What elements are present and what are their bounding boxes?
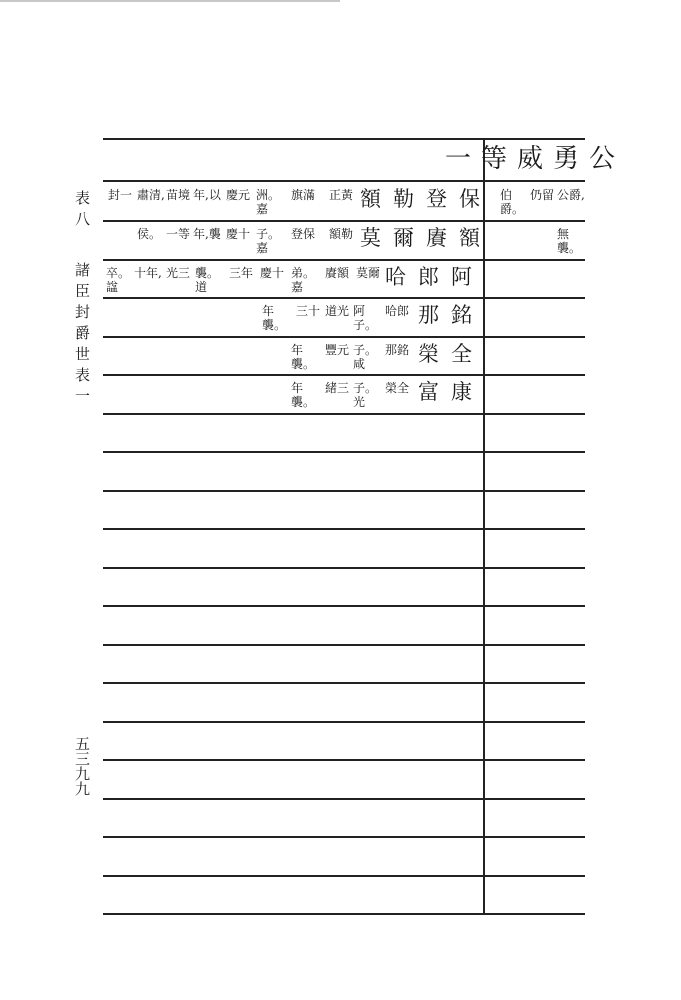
header-rule [103,180,585,182]
holder-name-2: 莫爾賡額 [360,226,492,250]
note-r2-c4: 慶十 [226,227,251,241]
note-r1-c8: 封一 [108,188,133,202]
note-r2-c1: 額勒 [329,227,354,241]
note-r1-c7: 肅清, [137,188,165,202]
row-rule [103,836,585,838]
note-r3-c8: 十年, [134,266,162,280]
note-r1-c1: 正黃 [329,188,354,202]
note-r2-c6: 一等 [166,227,191,241]
row-rule [103,644,585,646]
note-r5-c1: 那銘 [385,343,410,357]
chapter-title: 諸臣封爵世表一 [73,262,91,409]
note-r6-c1: 榮全 [385,381,410,395]
page-number: 五三九九 [73,736,91,796]
holder-name-3: 哈郎阿 [385,265,484,289]
note-r5-c4: 年襲。 [291,343,316,371]
row-rule [103,451,585,453]
note-r4-c4: 三十 [296,304,321,318]
table-bottom-rule [103,913,585,915]
note-r3-c1: 莫爾 [356,266,381,280]
row-rule [103,220,585,222]
note-r3-c5: 三年 [229,266,254,280]
note-r6-c2: 子。光 [353,381,378,409]
row-rule [103,259,585,261]
holder-name-1: 額勒登保 [360,187,492,211]
noble-title: 一等威勇公 [445,144,626,174]
side-note-2: 仍留 [530,188,555,202]
note-r2-c3: 子。嘉 [256,227,281,255]
column-divider [483,138,485,915]
note-r2-c5: 年,襲 [193,227,221,241]
note-r1-c4: 慶元 [226,188,251,202]
row-rule [103,605,585,607]
row-rule [103,721,585,723]
side-note-1b: 無襲。 [557,227,582,255]
note-r5-c2: 子。咸 [353,343,378,371]
note-r1-c3: 洲。嘉 [256,188,281,216]
note-r1-c5: 年,以 [193,188,221,202]
table-top-rule [103,138,585,140]
row-rule [103,567,585,569]
row-rule [103,374,585,376]
note-r3-c7: 光三 [166,266,191,280]
note-r3-c9: 卒。諡 [106,266,131,294]
note-r4-c3: 道光 [325,304,350,318]
note-r3-c2: 賡額 [325,266,350,280]
note-r2-c2: 登保 [291,227,316,241]
side-note-3: 伯爵。 [500,188,525,216]
note-r2-c7: 侯。 [137,227,162,241]
note-r3-c4: 慶十 [260,266,285,280]
row-rule [103,336,585,338]
note-r6-c3: 緒三 [325,381,350,395]
table-label: 表八 [73,190,91,232]
note-r1-c6: 苗境 [166,188,191,202]
holder-name-6: 富康 [418,380,484,404]
row-rule [103,490,585,492]
note-r5-c3: 豐元 [325,343,350,357]
holder-name-4: 那銘 [418,303,484,327]
scan-artifact-line [0,0,340,2]
row-rule [103,528,585,530]
row-rule [103,875,585,877]
row-rule [103,759,585,761]
note-r3-c3: 弟。嘉 [291,266,316,294]
note-r1-c2: 旗滿 [291,188,316,202]
side-note-1: 公爵, [557,188,585,202]
note-r3-c6: 襲。道 [195,266,220,294]
note-r6-c4: 年襲。 [291,381,316,409]
row-rule [103,297,585,299]
row-rule [103,413,585,415]
row-rule [103,682,585,684]
holder-name-5: 榮全 [418,342,484,366]
note-r4-c5: 年襲。 [262,304,287,332]
row-rule [103,798,585,800]
note-r4-c1: 哈郎 [385,304,410,318]
note-r4-c2: 阿子。 [353,304,378,332]
